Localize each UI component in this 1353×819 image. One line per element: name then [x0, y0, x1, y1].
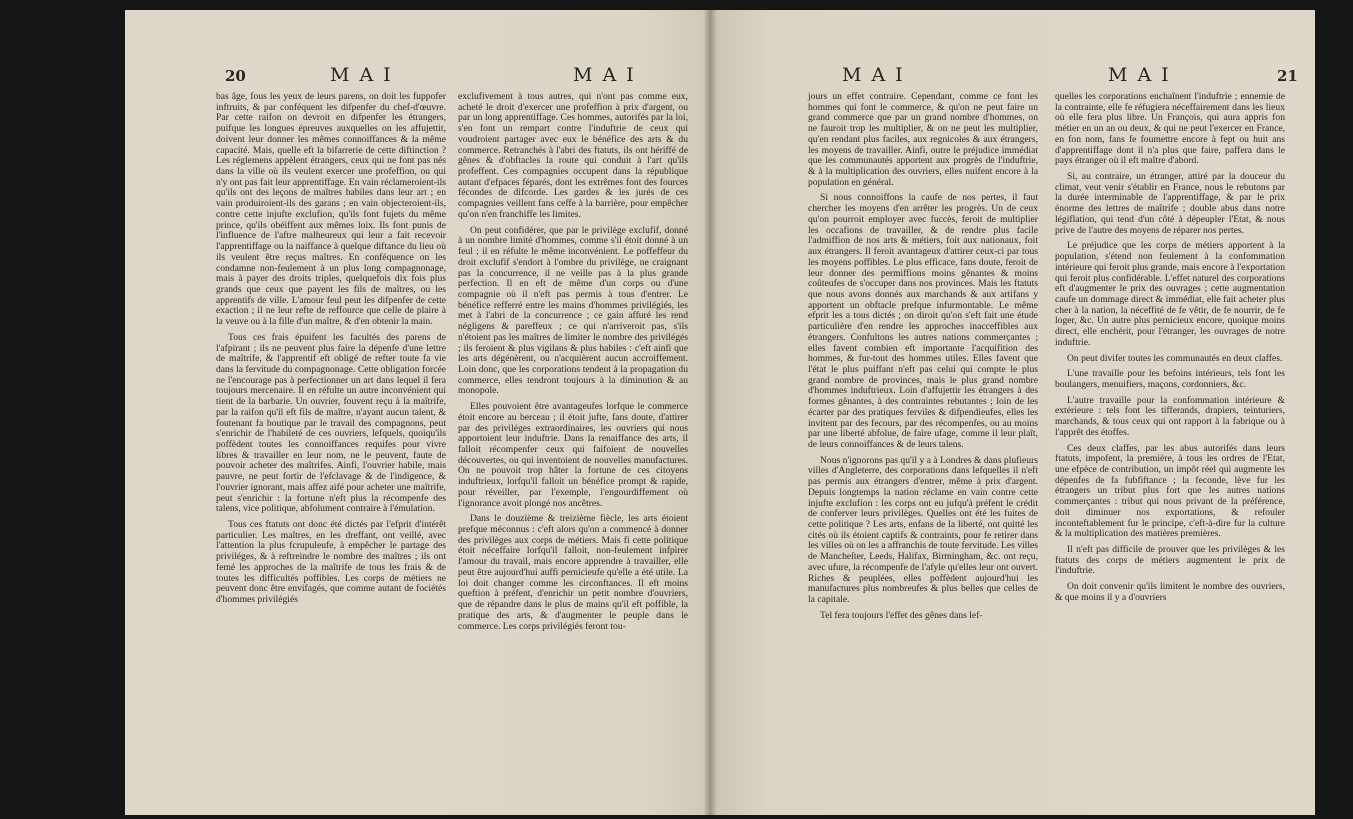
book-gutter: [703, 10, 717, 815]
paragraph: On peut confidérer, que par le privilège exclufif, donné à un nombre limité d'hommes, comme s'il étoit donné à un feul ; il en réfulte le même inconvénient. Le poffeffeur du droit exclufif s'endort à l'ombre du privilège, ne craignant pas la concurrence, il ne veille pas à la plus grande perfection. Il en eft de même d'un corps ou d'une compagnie où il n'eft pas permis à tous d'entrer. Le bénéfice refferré entre les mains d'hommes privilégiés, les met à l'abri de la concurrence ; ce gain affuré les rend négligens & pareffeux ; ce qui n'arriveroit pas, s'ils n'étoient pas les maîtres de limiter le nombre des privilégés ; ils feroient & plus vigilans & plus habiles : c'eft ainfi que les arts dégénèrent, ou n'acquièrent aucun accroiffement. Loin donc, que les corporations tendent à la propagation du commerce, elles tendront toujours à la diminution & au monopole.: [458, 224, 688, 397]
paragraph: Tous ces ftatuts ont donc été dictés par l'efprit d'intérêt particulier. Les maîtres, en les dreffant, ont veillé, avec l'attention la plus fcrupuleufe, à empêcher le partage des priviléges, & à reftreindre le nombre des maîtres ; ils ont femé les approches de la maîtrife de tous les frais & de toutes les difficultés poffibles. Les corps de métiers ne peuvent donc être envifagés, que comme autant de fociétés d'hommes privilégiés: [216, 519, 446, 606]
paragraph: On peut divifer toutes les communautés en deux claffes.: [1067, 352, 1283, 364]
left-page: [125, 10, 710, 815]
paragraph: Ces deux claffes, par les abus autorifés dans leurs ftatuts, impofent, la première, à tous les ordres de l'Etat, une efpèce de contribution, un impôt réel qui augmente les dépenfes de fa fubfiftance ; la feconde, lève fur les étrangers un tribut plus fort que les autres nations commerçantes : tribut qui nous privant de la préférence, doit diminuer nos exportations, & refouler inconteftablement fur le principe, c'eft-à-dire fur la culture & la multiplication des matières premières.: [1055, 442, 1285, 540]
paragraph: L'une travaille pour les befoins intérieurs, tels font les boulangers, menuifiers, maçons, cordonniers, &c.: [1055, 368, 1285, 390]
running-head: MAI: [842, 64, 913, 86]
running-head: MAI: [330, 64, 401, 86]
paragraph: Dans le douzième & treizième fiècle, les arts étoient prefque méconnus : c'eft alors qu'on a commencé à donner des privilèges aux corps de métiers. Mais fi cette politique étoit néceffaire lorfqu'il falloit, non-feulement infpirer l'amour du travail, mais encore apprendre à travailler, elle peut être aujourd'hui auffi pernicieufe qu'elle a été utile. La loi doit changer comme les circonftances. Il eft moins queftion à préfent, d'enrichir un petit nombre d'ouvriers, que de répandre dans le plus de mains qu'il eft poffible, la pratique des arts, & d'augmenter le peuple dans le commerce. Les corps privilégiés feront tou-: [458, 513, 688, 632]
paragraph: Si nous connoiffons la caufe de nos pertes, il faut chercher les moyens d'en arrêter les progrès. Un de ceux qu'on pourroit employer avec fuccès, feroit de multiplier les occafions de travailler, & de rendre plus facile l'admiffion de nos arts & métiers, foit aux nationaux, foit aux étrangers. Il feroit avantageux d'attirer ceux-ci par tous les moyens poffibles. Le plus efficace, fans doute, feroit de leur donner des permiffions moins gênantes & moins coûteufes de s'occuper dans nos provinces. Mais les ftatuts que nous avons donnés aux marchands & aux artifans y apportent un obftacle prefque infurmontable. Le même efprit les a tous dictés ; on diroit qu'on s'eft fait une étude particulière d'en rendre les approches inacceffibles aux étrangers. Confultons les autres nations commerçantes ; elles favent combien eft importante l'acquifition des hommes, & fur-tout des hommes utiles. Elles favent que l'état le plus puiffant n'eft pas celui qui compte le plus grand nombre de provinces, mais le plus grand nombre d'hommes induftrieux. Loin d'affujettir les étrangers à des formes gênantes, à des contraintes rebutantes ; loin de les écarter par des pratiques ferviles & difpendieufes, elles les invitent par des fecours, par des récompenfes, ou au moins par une liberté abfolue, de faire ufage, comme il leur plaît, de leurs connoiffances & de leurs talens.: [808, 192, 1038, 450]
running-head: MAI: [573, 64, 644, 86]
book-spread: [125, 10, 1315, 815]
paragraph: On doit convenir qu'ils limitent le nombre des ouvriers, & que moins il y a d'ouvriers: [1055, 581, 1285, 603]
text-column-1: [216, 92, 446, 611]
right-page: [710, 10, 1315, 815]
text-column-2: [458, 92, 688, 637]
running-head: MAI: [1108, 64, 1179, 86]
page-number: 21: [1277, 67, 1298, 85]
paragraph: Elles pouvoient être avantageufes lorfque le commerce étoit encore au berceau ; il étoit jufte, fans doute, d'attirer par des priviléges extraordinaires, les ouvriers qui nous apportoient leur induftrie. Dans la renaiffance des arts, il falloit récompenfer ceux qui faifoient de nouvelles découvertes, ou qui inventoient de nouvelles manufactures. On ne pouvoit trop hâter la fortune de ces citoyens induftrieux, lorfqu'il falloit un bénéfice prompt & rapide, pour réveiller, par l'exemple, l'engourdiffement où l'ignorance avoit plongé nos ancêtres.: [458, 401, 688, 509]
paragraph: Il n'eft pas difficile de prouver que les privilèges & les ftatuts des corps de métiers augmentent le prix de l'induftrie.: [1055, 544, 1285, 577]
paragraph: L'autre travaille pour la confommation intérieure & extérieure : tels font les tifferands, drapiers, teinturiers, marchands, & tous ceux qui ont rapport à la fabrique ou à l'apprêt des étoffes.: [1055, 394, 1285, 438]
paragraph: Tous ces frais épuifent les facultés des parens de l'afpirant ; ils ne peuvent plus faire la dépenfe d'une lettre de maîtrife, & l'apprentif eft obligé de refter toute fa vie dans la fervitude du compagnonage. Cette obligation forcée ne l'encourage pas à perfectionner un art dans lequel il fera toujours mercenaire. Il en réfulte un autre inconvénient qui tient de la barbarie. Un ouvrier, fouvent reçu à la maîtrife, par la raifon qu'il eft fils de maître, n'ayant aucun talent, & foutenant fa boutique par le travail des compagnons, peut s'enrichir de l'habileté de ces ouvriers, lefquels, quoiqu'ils poffèdent toutes les connoiffances requifes pour vivre libres & travailler en leur nom, ne le peuvent, faute de pouvoir acheter des maîtrifes. Ainfi, l'ouvrier habile, mais pauvre, ne peut fortir de l'efclavage & de l'indigence, & l'ouvrier ignorant, mais affez aifé pour acheter une maîtrife, peut s'enrichir : la fortune n'eft plus la récompenfe des talens, vice politique, abfolument contraire à l'émulation.: [216, 331, 446, 515]
paragraph: Le préjudice que les corps de métiers apportent à la population, s'étend non feulement à la confommation intérieure qui feroit plus grande, mais encore à l'exportation qui feroit plus confidérable. L'effet naturel des corporations eft d'augmenter le prix des ouvrages ; cette augmentation caufe un dommage direct & immédiat, elle fait acheter plus cher à la nation, la néceffité de fe vêtir, de fe nourrir, de fe loger, &c. Un autre plus pernicieux encore, quoique moins direct, elle enchérit, pour l'étranger, les ouvrages de notre induftrie.: [1055, 240, 1285, 348]
paragraph: jours un effet contraire. Cependant, comme ce font les hommes qui font le commerce, & qu'on ne peut faire un grand commerce que par un grand nombre d'hommes, on ne fauroit trop les multiplier, & on ne peut les multiplier, qu'en rendant plus faciles, aux regnicoles & aux étrangers, les moyens de travailler. Ainfi, outre le préjudice immédiat que les communautés apportent aux progrès de l'induftrie, & à la multiplication des ouvriers, elles nuifent encore à la population en général.: [808, 91, 1038, 188]
paragraph: exclufivement à tous autres, qui n'ont pas comme eux, acheté le droit d'exercer une profeffion à prix d'argent, ou par un long apprentiffage. Ces hommes, autorifés par la loi, s'en font un rempart contre l'induftrie de ceux qui voudroient partager avec eux le bénéfice des arts & du commerce. Retranchés à l'abri des ftatuts, ils ont hériffé de gênes & d'obftacles la route qui conduit à l'art qu'ils profeffent. Ces compagnies occupent dans la république autant d'efpaces féparés, dont les extrêmes font des fources fécondes de difcorde. Les gardes & les jurés de ces compagnies veillent fans ceffe à la barrière, pour empêcher qu'on n'en franchiffe les limites.: [458, 91, 688, 220]
paragraph: quelles les corporations enchaînent l'induftrie ; ennemie de la contrainte, elle fe réfugiera néceffairement dans les lieux où elle fera plus libre. Un François, qui aura appris fon métier en un an ou deux, & qui ne peut l'exercer en France, en fon nom, fans fe foumettre encore à fept ou huit ans d'apprentiffage dont il n'a plus que faire, paffera dans le pays étranger où il eft maître d'abord.: [1055, 91, 1285, 167]
page-number: 20: [225, 67, 246, 85]
text-column-1: [808, 92, 1038, 627]
paragraph: Si, au contraire, un étranger, attiré par la douceur du climat, veut venir s'établir en France, nous le rebutons par la durée interminable de l'apprentiffage, & par le prix énorme des lettres de maîtrife ; double abus dans notre légiflation, qui tend d'un côté à dépeupler l'Etat, & nous prive de l'autre des moyens de réparer nos pertes.: [1055, 171, 1285, 236]
text-column-2: [1055, 92, 1285, 609]
paragraph: Nous n'ignorons pas qu'il y a à Londres & dans plufieurs villes d'Angleterre, des corporations dans lefquelles il n'eft pas permis aux étrangers d'entrer, même à prix d'argent. Depuis longtemps la nation réclame en vain contre cette injufte exclufion : les corps ont eu jufqu'à préfent le crédit de conferver leurs privilèges. Quelles ont été les fuites de cette politique ? Les arts, enfans de la liberté, ont quitté les cités où ils étoient captifs & contraints, pour fe retirer dans les villes où on les a affranchis de toute fervitude. Les villes de Mancheſter, Leeds, Halifax, Birmingham, &c. ont reçu, avec ufure, la récompenfe de l'afyle qu'elles leur ont ouvert. Riches & peuplées, elles poffèdent aujourd'hui les manufactures plus nombreufes & plus belles que celles de la capitale.: [808, 454, 1039, 606]
paragraph: bas âge, fous les yeux de leurs parens, on doit les fuppofer inftruits, & par conféquent les difpenfer du chef-d'œuvre. Par cette raifon on devroit en difpenfer les étrangers, puifque les longues épreuves auxquelles on les affujettit, doivent leur donner les mêmes connoiffances & la même capacité. Mais, quelle eft la bifarrerie de cette diftinction ? Les réglemens appèlent étrangers, ceux qui ne font pas nés dans la ville où ils veulent exercer une profeffion, ou qui n'y ont pas fait leur apprentiffage. En vain réclameroient-ils qu'ils ont des leçons de maîtres habiles dans leur art ; en vain produiroient-ils des garans ; en vain objecteroient-ils, contre cette injufte exclufion, qu'ils font fujets du même prince, qu'ils obéiffent aux mêmes loix. Ils font punis de l'influence de l'aftre malheureux qui leur a fait recevoir l'apprentiffage ou la naiffance à quelque diftance du lieu où ils veulent être reçus maîtres. En conféquence on les condamne non-feulement à un plus long compagnonage, mais à payer des droits triples, quelquefois dix fois plus grands que ceux que payent les fils de maîtres, ou les apprentifs de ville. L'amour feul peut les difpenfer de cette exaction ; il ne leur refte de reffource que celle de plaire à la veuve ou à la fille d'un maître, & d'en obtenir la main.: [216, 91, 446, 328]
paragraph: Tel fera toujours l'effet des gênes dans lef-: [820, 609, 983, 621]
